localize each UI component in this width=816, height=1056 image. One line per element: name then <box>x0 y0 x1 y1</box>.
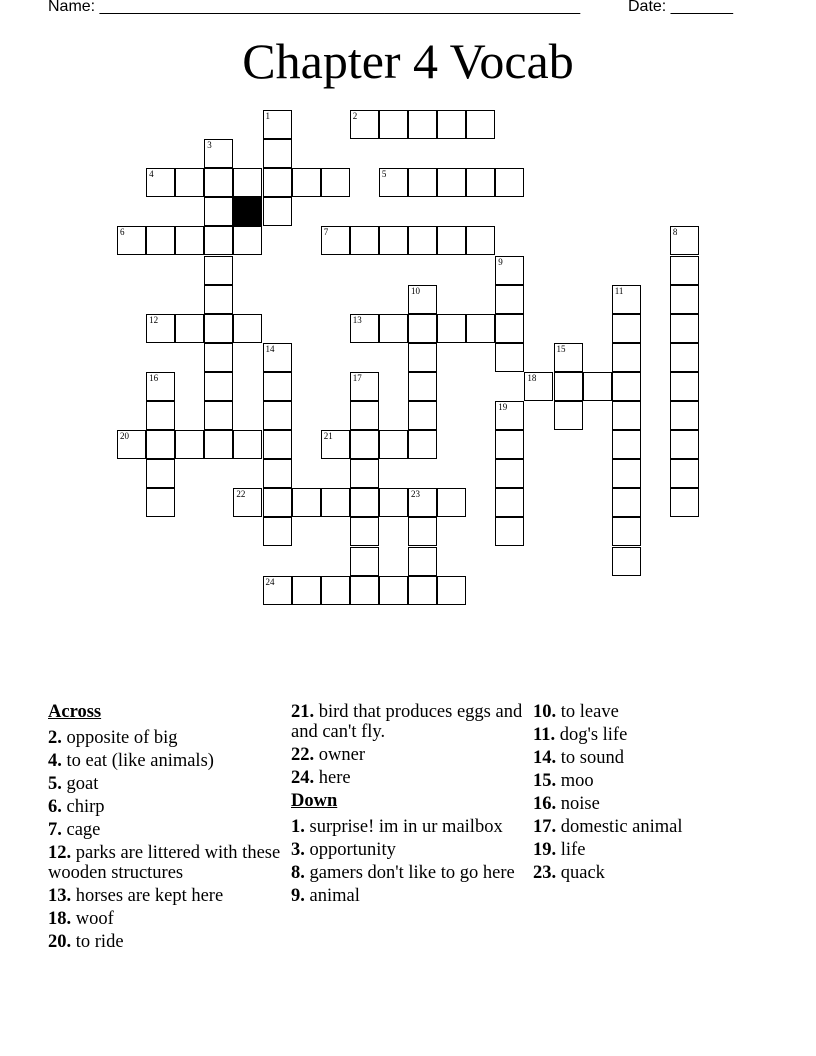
clue-column-2 <box>291 702 526 909</box>
clue-item-text: opportunity <box>304 840 396 860</box>
clue-item-text: animal <box>304 886 360 906</box>
clue-item-text: parks are littered with these wooden structures <box>48 843 281 883</box>
grid-cell[interactable] <box>263 517 292 546</box>
grid-cell[interactable] <box>117 430 146 459</box>
clue-item-number: 17. <box>533 817 557 837</box>
clue-item <box>533 863 768 883</box>
name-field-label: Name: ______________________________________________________ <box>48 0 581 15</box>
grid-cell[interactable] <box>670 343 699 372</box>
grid-cell[interactable] <box>495 517 524 546</box>
clue-number: 8 <box>672 227 678 238</box>
grid-cell[interactable] <box>670 285 699 314</box>
clue-item <box>533 794 768 814</box>
grid-cell[interactable] <box>554 343 583 372</box>
clue-item-number: 22. <box>291 745 315 765</box>
clue-number: 2 <box>352 111 358 121</box>
clue-item <box>48 751 283 771</box>
grid-cell[interactable] <box>466 226 495 255</box>
clue-item <box>48 797 283 817</box>
grid-cell[interactable] <box>670 488 699 517</box>
grid-cell[interactable] <box>117 226 146 255</box>
grid-cell[interactable] <box>321 226 350 255</box>
grid-cell[interactable] <box>175 168 204 197</box>
grid-cell[interactable] <box>612 459 641 488</box>
clue-number: 5 <box>381 169 387 180</box>
grid-cell[interactable] <box>350 372 379 401</box>
grid-cell[interactable] <box>204 285 233 314</box>
grid-cell[interactable] <box>350 517 379 546</box>
grid-cell[interactable] <box>670 430 699 459</box>
clue-column-3 <box>533 702 768 886</box>
grid-cell[interactable] <box>233 430 262 459</box>
clue-item-number: 14. <box>533 748 557 768</box>
grid-cell[interactable] <box>146 488 175 517</box>
grid-cell[interactable] <box>612 488 641 517</box>
grid-cell[interactable] <box>233 168 262 197</box>
grid-cell[interactable] <box>292 488 321 517</box>
clue-item-number: 3. <box>291 840 305 860</box>
clue-number: 15 <box>556 343 566 354</box>
grid-cell[interactable] <box>437 110 466 139</box>
clue-item-number: 11. <box>533 725 556 745</box>
grid-cell[interactable] <box>175 314 204 343</box>
clue-item-text: cage <box>61 820 101 840</box>
grid-cell[interactable] <box>204 256 233 285</box>
grid-cell[interactable] <box>263 372 292 401</box>
grid-cell[interactable] <box>321 168 350 197</box>
grid-cell[interactable] <box>350 488 379 517</box>
grid-cell[interactable] <box>175 430 204 459</box>
grid-cell[interactable] <box>670 401 699 430</box>
grid-cell[interactable] <box>670 256 699 285</box>
grid-cell[interactable] <box>146 314 175 343</box>
grid-cell[interactable] <box>437 576 466 605</box>
clue-item <box>533 748 768 768</box>
clue-item-number: 20. <box>48 932 72 952</box>
clue-item <box>291 840 526 860</box>
grid-cell[interactable] <box>204 168 233 197</box>
grid-cell[interactable] <box>204 343 233 372</box>
clue-item <box>48 932 283 952</box>
clue-item-number: 13. <box>48 886 72 906</box>
clue-number: 4 <box>149 169 154 180</box>
clue-number: 13 <box>352 314 362 325</box>
grid-cell[interactable] <box>350 547 379 576</box>
clue-item <box>291 768 526 788</box>
clue-item-number: 24. <box>291 768 315 788</box>
grid-cell[interactable] <box>495 168 524 197</box>
clue-item-text: owner <box>314 745 365 765</box>
grid-cell[interactable] <box>379 314 408 343</box>
grid-cell[interactable] <box>146 168 175 197</box>
clue-item-text: to sound <box>556 748 624 768</box>
clue-item-number: 15. <box>533 771 557 791</box>
grid-cell[interactable] <box>495 343 524 372</box>
grid-cell[interactable] <box>495 401 524 430</box>
date-field-label: Date: _______ <box>628 0 733 15</box>
grid-cell[interactable] <box>379 110 408 139</box>
clue-number: 16 <box>149 372 159 383</box>
clue-item-number: 2. <box>48 728 62 748</box>
clue-item <box>48 843 283 883</box>
grid-cell[interactable] <box>379 430 408 459</box>
grid-cell[interactable] <box>233 314 262 343</box>
grid-cell[interactable] <box>263 576 292 605</box>
clue-item-number: 1. <box>291 817 305 837</box>
grid-cell[interactable] <box>612 517 641 546</box>
clue-item-text: to ride <box>71 932 124 952</box>
clue-item-text: gamers don't like to go here <box>304 863 515 883</box>
grid-cell[interactable] <box>263 168 292 197</box>
grid-cell[interactable] <box>204 314 233 343</box>
grid-cell[interactable] <box>408 430 437 459</box>
clue-item-text: noise <box>556 794 600 814</box>
grid-cell[interactable] <box>495 430 524 459</box>
grid-cell[interactable] <box>612 372 641 401</box>
grid-cell[interactable] <box>408 488 437 517</box>
grid-cell[interactable] <box>408 226 437 255</box>
clue-item-number: 7. <box>48 820 62 840</box>
clue-item <box>291 702 526 742</box>
grid-cell[interactable] <box>670 314 699 343</box>
clue-item <box>48 728 283 748</box>
grid-cell[interactable] <box>612 343 641 372</box>
grid-cell[interactable] <box>350 576 379 605</box>
clue-number: 19 <box>498 402 508 412</box>
grid-cell[interactable] <box>466 110 495 139</box>
clue-item-text: moo <box>556 771 594 791</box>
clue-number: 14 <box>265 343 275 354</box>
grid-cell[interactable] <box>350 110 379 139</box>
clue-number: 24 <box>265 576 275 587</box>
clue-item-text: woof <box>71 909 114 929</box>
grid-cell[interactable] <box>263 139 292 168</box>
clue-number: 23 <box>411 489 420 500</box>
grid-cell[interactable] <box>408 168 437 197</box>
grid-cell[interactable] <box>554 401 583 430</box>
grid-cell[interactable] <box>146 430 175 459</box>
clue-item-text: surprise! im in ur mailbox <box>304 817 503 837</box>
grid-cell[interactable] <box>263 197 292 226</box>
grid-cell[interactable] <box>612 547 641 576</box>
grid-cell[interactable] <box>408 314 437 343</box>
grid-cell[interactable] <box>408 110 437 139</box>
grid-cell[interactable] <box>263 401 292 430</box>
grid-cell[interactable] <box>408 285 437 314</box>
clue-item <box>291 863 526 883</box>
grid-cell[interactable] <box>670 459 699 488</box>
clue-number: 18 <box>527 372 537 383</box>
clue-item <box>533 840 768 860</box>
grid-cell[interactable] <box>466 168 495 197</box>
grid-cell[interactable] <box>350 226 379 255</box>
grid-cell[interactable] <box>583 372 612 401</box>
grid-cell[interactable] <box>408 372 437 401</box>
clue-item-number: 8. <box>291 863 305 883</box>
clue-item <box>48 820 283 840</box>
clue-item-number: 18. <box>48 909 72 929</box>
grid-cell[interactable] <box>321 488 350 517</box>
grid-cell[interactable] <box>292 168 321 197</box>
grid-cell[interactable] <box>350 430 379 459</box>
clue-number: 20 <box>120 431 129 442</box>
clue-item-text: horses are kept here <box>71 886 224 906</box>
grid-cell[interactable] <box>263 110 292 139</box>
grid-cell[interactable] <box>204 226 233 255</box>
grid-cell[interactable] <box>466 314 495 343</box>
grid-cell[interactable] <box>146 372 175 401</box>
grid-cell[interactable] <box>321 430 350 459</box>
grid-cell[interactable] <box>437 168 466 197</box>
clue-number: 11 <box>614 285 624 296</box>
grid-cell[interactable] <box>350 314 379 343</box>
grid-cell[interactable] <box>233 226 262 255</box>
grid-cell[interactable] <box>495 285 524 314</box>
clue-item-number: 5. <box>48 774 62 794</box>
clue-item-text: bird that produces eggs and and can't fly. <box>291 702 523 742</box>
grid-cell[interactable] <box>263 430 292 459</box>
clue-item-text: life <box>556 840 586 860</box>
clue-column-1 <box>48 702 283 955</box>
clue-item-number: 19. <box>533 840 557 860</box>
clue-item-text: opposite of big <box>61 728 178 748</box>
grid-cell[interactable] <box>408 576 437 605</box>
grid-cell[interactable] <box>612 314 641 343</box>
clue-item <box>291 886 526 906</box>
grid-cell[interactable] <box>612 401 641 430</box>
grid-cell[interactable] <box>204 430 233 459</box>
clue-number: 22 <box>236 489 246 500</box>
grid-cell[interactable] <box>437 488 466 517</box>
grid-cell[interactable] <box>408 401 437 430</box>
grid-cell[interactable] <box>379 576 408 605</box>
grid-cell[interactable] <box>670 226 699 255</box>
grid-cell[interactable] <box>146 459 175 488</box>
grid-cell[interactable] <box>437 314 466 343</box>
clue-number: 9 <box>498 256 503 267</box>
grid-cell[interactable] <box>233 488 262 517</box>
grid-cell[interactable] <box>495 256 524 285</box>
grid-cell[interactable] <box>146 401 175 430</box>
grid-cell[interactable] <box>612 285 641 314</box>
grid-cell[interactable] <box>204 139 233 168</box>
clue-item-text: to eat (like animals) <box>61 751 214 771</box>
clue-item-text: chirp <box>61 797 105 817</box>
grid-cell[interactable] <box>612 430 641 459</box>
grid-cell[interactable] <box>379 168 408 197</box>
grid-cell[interactable] <box>495 488 524 517</box>
grid-block-cell <box>233 197 262 226</box>
clue-item <box>48 886 283 906</box>
clue-item-text: dog's life <box>555 725 628 745</box>
clue-number: 21 <box>323 431 333 442</box>
clue-item-text: to leave <box>556 702 619 722</box>
clue-number: 3 <box>207 140 212 151</box>
clue-item-text: domestic animal <box>556 817 683 837</box>
clue-item-number: 23. <box>533 863 557 883</box>
clue-item-number: 16. <box>533 794 557 814</box>
grid-cell[interactable] <box>379 488 408 517</box>
grid-cell[interactable] <box>408 343 437 372</box>
clue-number: 6 <box>120 227 125 238</box>
grid-cell[interactable] <box>495 459 524 488</box>
clue-item <box>48 909 283 929</box>
grid-cell[interactable] <box>554 372 583 401</box>
clue-number: 17 <box>352 372 362 383</box>
grid-cell[interactable] <box>175 226 204 255</box>
grid-cell[interactable] <box>350 459 379 488</box>
grid-cell[interactable] <box>495 314 524 343</box>
clue-item-number: 10. <box>533 702 557 722</box>
clue-item <box>48 774 283 794</box>
clue-item-number: 4. <box>48 751 62 771</box>
grid-cell[interactable] <box>263 488 292 517</box>
grid-cell[interactable] <box>292 576 321 605</box>
page-title: Chapter 4 Vocab <box>242 33 574 89</box>
clue-item-text: goat <box>61 774 99 794</box>
grid-cell[interactable] <box>524 372 553 401</box>
clue-item <box>291 745 526 765</box>
grid-cell[interactable] <box>204 372 233 401</box>
clue-number: 7 <box>323 227 329 238</box>
grid-cell[interactable] <box>408 517 437 546</box>
clue-item-number: 12. <box>48 843 72 863</box>
clue-item-number: 21. <box>291 702 315 722</box>
grid-cell[interactable] <box>379 226 408 255</box>
clue-number: 10 <box>411 285 420 296</box>
clue-number: 1 <box>265 111 270 121</box>
grid-cell[interactable] <box>263 343 292 372</box>
grid-cell[interactable] <box>146 226 175 255</box>
clue-number: 12 <box>149 314 159 325</box>
grid-cell[interactable] <box>204 401 233 430</box>
clue-item <box>533 771 768 791</box>
grid-cell[interactable] <box>350 401 379 430</box>
across-heading: Across <box>48 702 102 722</box>
grid-cell[interactable] <box>204 197 233 226</box>
grid-cell[interactable] <box>670 372 699 401</box>
grid-cell[interactable] <box>437 226 466 255</box>
grid-cell[interactable] <box>321 576 350 605</box>
clue-item-number: 6. <box>48 797 62 817</box>
clue-item <box>291 817 526 837</box>
grid-cell[interactable] <box>408 547 437 576</box>
clue-item <box>533 817 768 837</box>
grid-cell[interactable] <box>263 459 292 488</box>
down-heading: Down <box>291 791 338 811</box>
clue-item <box>533 702 768 722</box>
clue-item-text: here <box>314 768 351 788</box>
clue-item-text: quack <box>556 863 605 883</box>
clue-item <box>533 725 768 745</box>
clue-item-number: 9. <box>291 886 305 906</box>
